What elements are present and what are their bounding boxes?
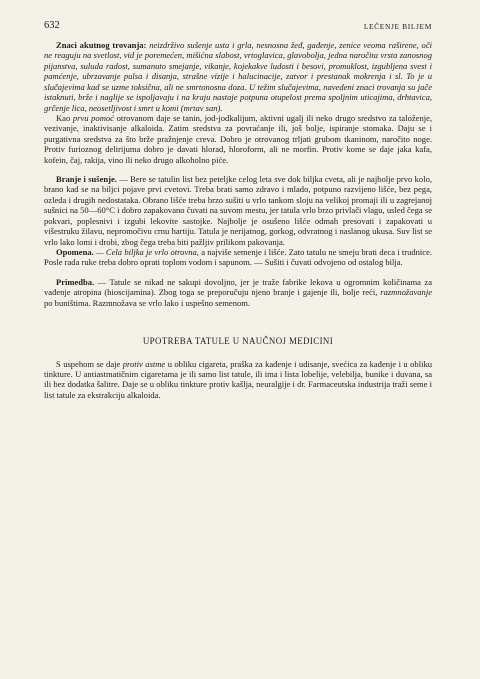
- warning-text: a najviše semenje i lišće. Zato tatulu ne smeju brati deca i trudnice. Posle rada ruke treba dobro oprati toplom vodom i sapunom. — Sušiti i čuvati odvojeno od ostalog bilja.: [44, 247, 433, 268]
- medicine-lead: S uspehom se daje: [56, 358, 121, 369]
- poisoning-symptoms: neizdrživo sušenje usta i grla, nesnosna žeđ, gađenje, zenice veoma raširene, oči ne reaguju na svetlost, vid je poremećen, mišićna slabost, vrtoglavica, glavobolja, jedna naročita vrsta zanosnog pijanstva, suluda radost, sumanuto smejanje, vikanje, kojekakve ludosti i besovi, promuklost, izgubljena svest i pamćenje, ubrzavanje pulsa i disanja, strašne vizije i halucinacije, zatvor i prestanak mokrenja i sl. To je u slučajevima kad se uzme toksična, ali ne smrtonosna doza. U težim slučajevima, navedeni znaci trovanja su jače istaknuti, brže i naglije se ispoljavaju i na kraju nastaje potpuna otupelost prema spoljnim uticajima, drhtavica, grčenje lica, neosetljivost i smrt u komi (mrtav san).: [44, 40, 432, 113]
- warning-emphasis: — Cela biljka je vrlo otrovna,: [96, 247, 199, 258]
- heading-acute-poisoning: Znaci akutnog trovanja:: [56, 40, 147, 50]
- paragraph-medicine: [44, 359, 432, 401]
- paragraph-harvest: [44, 174, 432, 247]
- heading-harvest: Branje i sušenje.: [56, 174, 117, 185]
- page-number: 632: [44, 20, 60, 31]
- paragraph-note: [44, 277, 432, 308]
- heading-note: Primedba.: [56, 276, 95, 287]
- note-text-b: po buništima. Razmnožava se vrlo lako i uspešno semenom.: [44, 297, 251, 308]
- first-aid-lead: Kao: [56, 112, 71, 123]
- paragraph-first-aid: [44, 113, 432, 165]
- note-term: razmnožavanje: [380, 287, 433, 298]
- page-header: [44, 20, 432, 34]
- harvest-text: — Bere se tatulin list bez peteljke celog leta sve dok biljka cveta, ali je najbolje prvo kolo, brano kad se na biljci pojave prvi cvetovi. Treba brati samo zdravo i mlado, potpuno razvijeno lišće, bez pega, ozleda i drugih nedostataka. Obrano lišće treba brzo sušiti u vrlo tankom sloju na velikoj promaji ili u zagrejanoj sušnici na 50—60°C i dobro zapakovano čuvati na suvom mestu, jer tatula vrlo brzo privlači vlagu, usled čega se pokvari, poplesnivi i izgubi lekovite sastojke. Najbolje je osušeno lišće odmah presovati i zapakovati u višestruku žilavu, nepromočivu crnu hartiju. Tatula je nerijatnog, gorkog, odvratnog i naslanog ukusa. Suv list se vrlo lako lomi i drobi, zbog čega treba biti pažljiv prilikom pakovanja.: [44, 174, 432, 247]
- paragraph-warning: [44, 247, 432, 268]
- running-head: LEČENJE BILJEM: [363, 22, 432, 31]
- note-text-a: — Tatule se nikad ne sakupi dovoljno, jer je traže fabrike lekova u ogromnim količinama za vađenje atropina (hioscijamina). Zbog toga se preporučuju njeno branje i gajenje ili, bolje reći,: [44, 276, 432, 298]
- section-title: UPOTREBA TATULE U NAUČNOJ MEDICINI: [142, 336, 334, 347]
- first-aid-term: prvu pomoć: [72, 112, 114, 123]
- heading-warning: Opomena.: [56, 247, 94, 258]
- medicine-text: u obliku cigareta, praška za kađenje i udisanje, svećica za kađenje i u obliku tinkture. U antiastmatičnim cigaretama je ili samo list tatule, ili ima i lista lobelije, velebilja, bunike i duvana, sa ili bez dodatka šalitre. Daje se u obliku tinkture protiv kašlja, neuralgije i dr. Farmaceutska industrija traži seme i list tatule za ekstrakciju alkaloida.: [44, 358, 432, 400]
- paragraph-acute-poisoning: [44, 40, 432, 113]
- first-aid-text: otrovanom daje se tanin, jod-jodkalijum, aktivni ugalj ili neko drugo sredstvo za taloženje, vezivanje, inaktivisanje alkaloida. Zatim sredstva za povraćanje ili, još bolje, ispiranje stomaka. Daju se i purgativna sredstva za što brže pražnjenje creva. Dobro je otrovanog trljati grubom tkaninom, naročito noge. Protiv furioznog delirijuma dobro je davati hlorad, hloroform, ali ne morfin. Protiv kome se daje jaka kafa, kofein, čaj, rakija, vino ili neko drugo alkoholno piće.: [44, 112, 433, 165]
- medicine-term: protiv astme: [122, 358, 166, 369]
- body-text: [44, 40, 432, 400]
